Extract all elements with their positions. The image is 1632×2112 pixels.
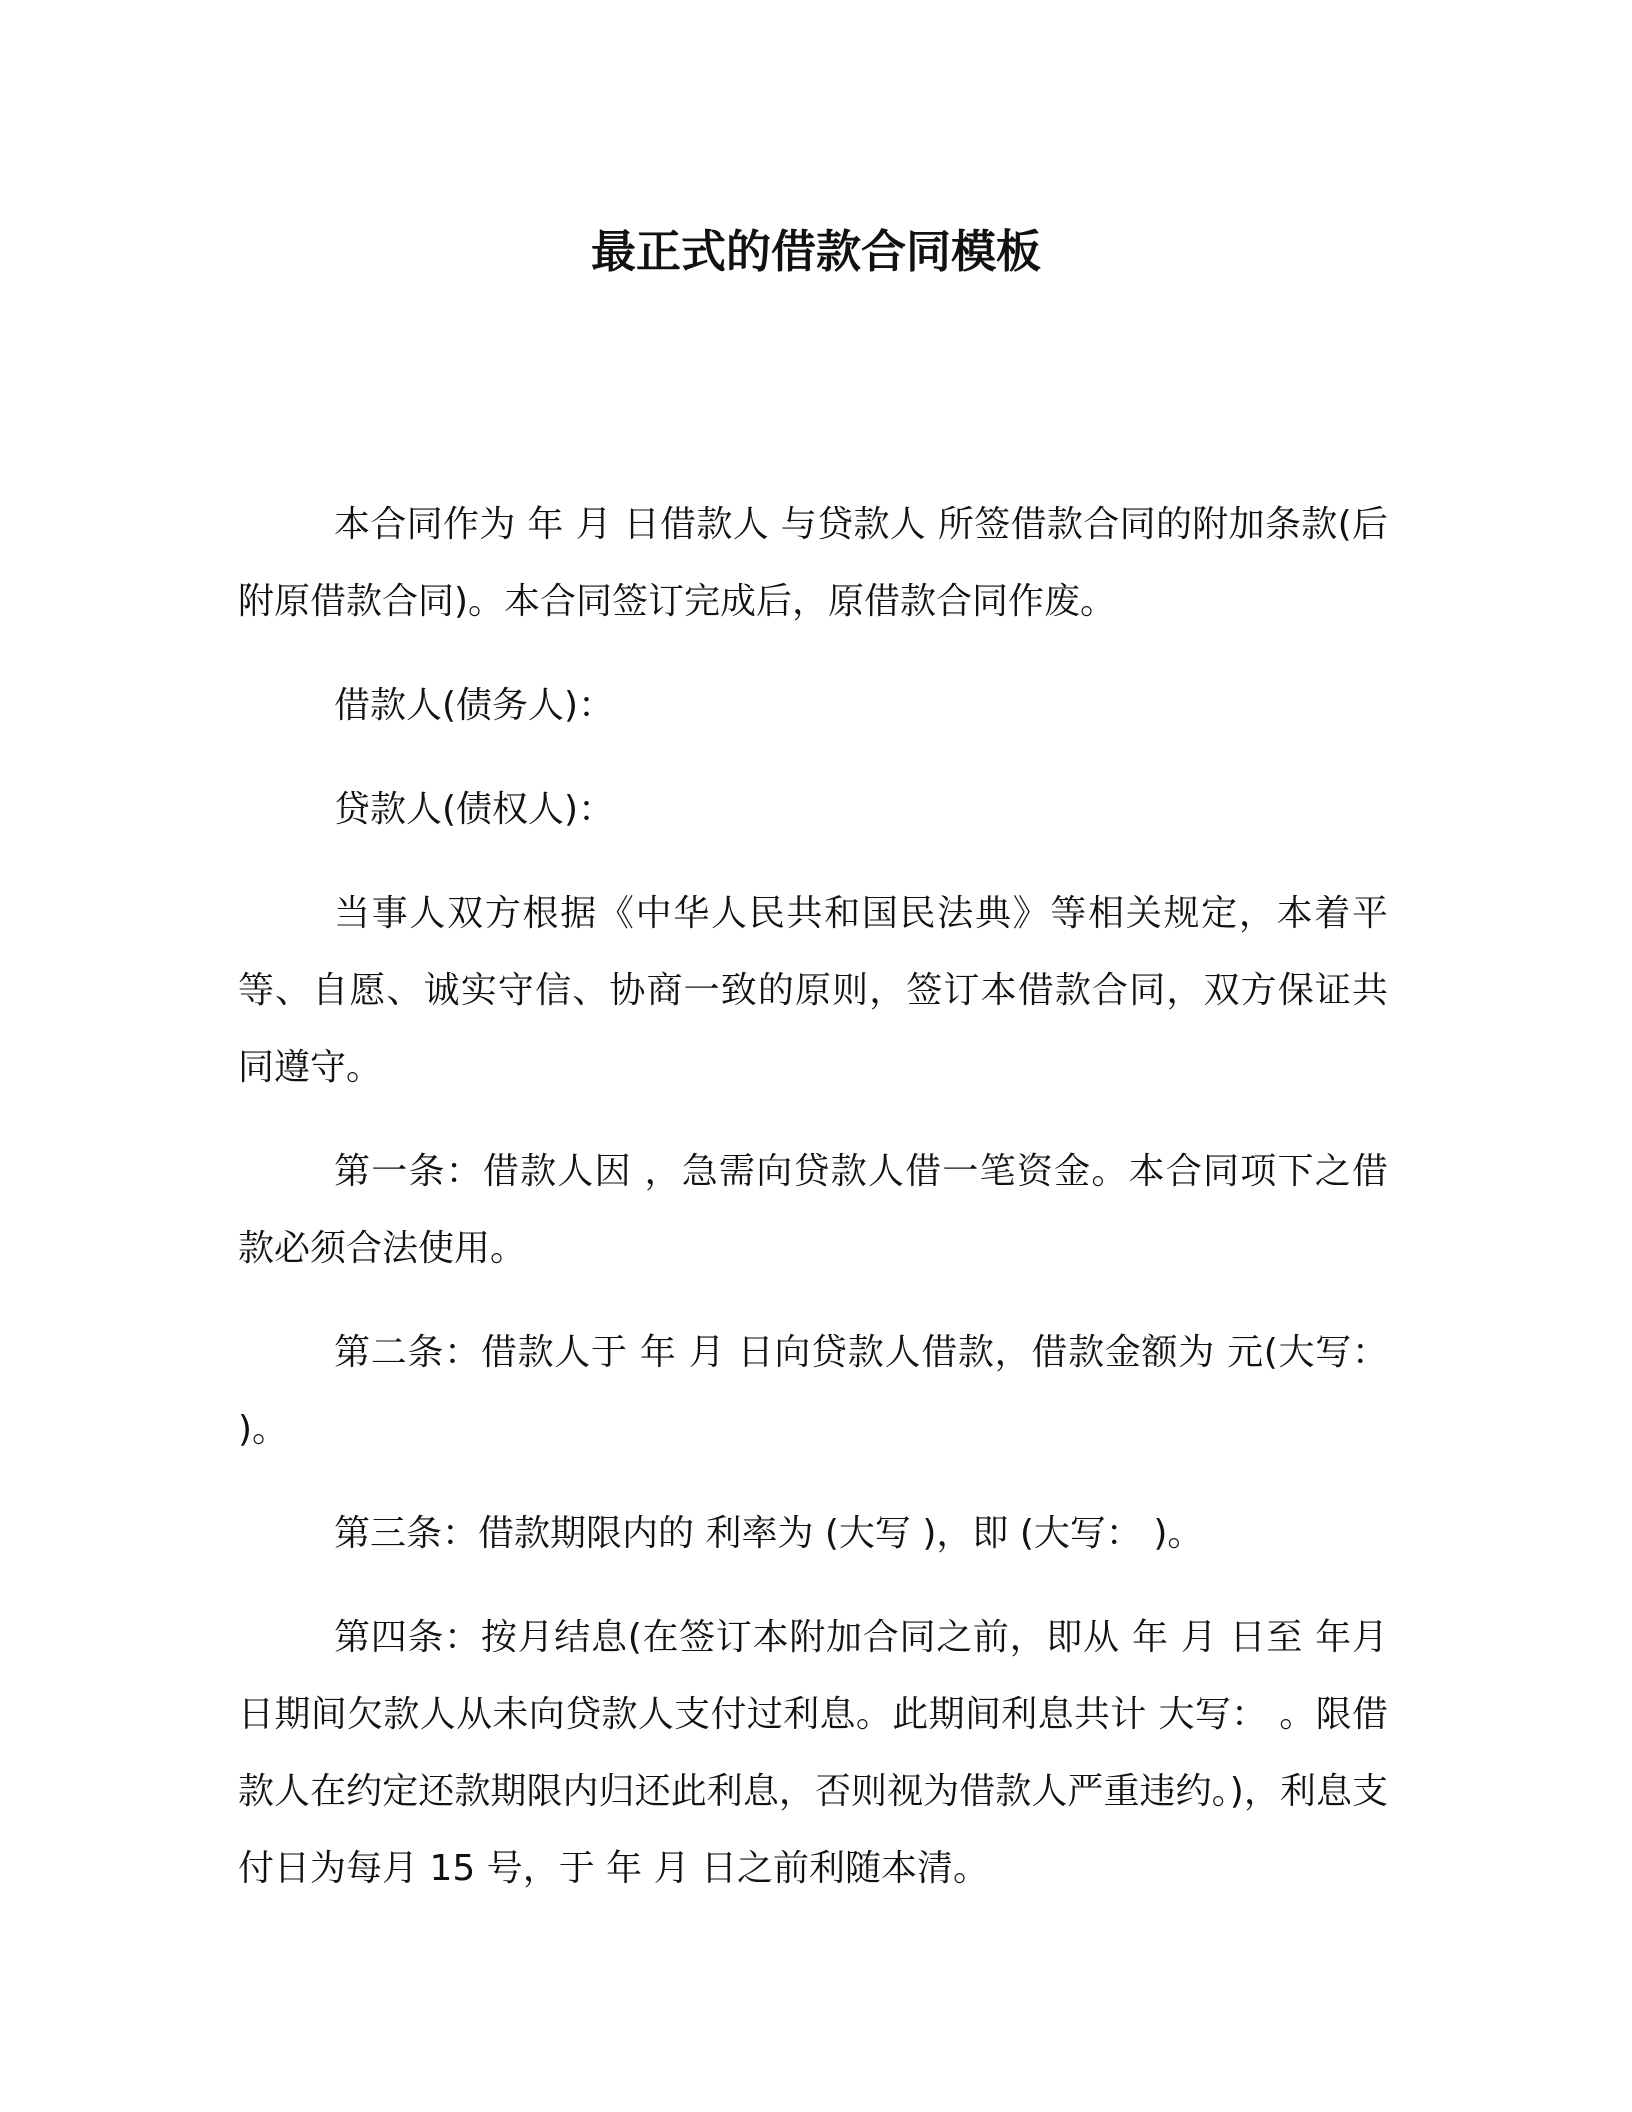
paragraph-basis: 当事人双方根据《中华人民共和国民法典》等相关规定，本着平等、自愿、诚实守信、协商一致的原则，签订本借款合同，双方保证共同遵守。 [238, 893, 1388, 1088]
document-title: 最正式的借款合同模板 [590, 225, 1041, 278]
document-body [238, 486, 1400, 1907]
article-1: 第一条：借款人因 ，急需向贷款人借一笔资金。本合同项下之借款必须合法使用。 [238, 1151, 1388, 1269]
paragraph-preamble: 本合同作为 年 月 日借款人 与贷款人 所签借款合同的附加条款(后附原借款合同)。本合同签订完成后，原借款合同作废。 [238, 504, 1388, 622]
article-2: 第二条：借款人于 年 月 日向贷款人借款，借款金额为 元(大写： )。 [238, 1332, 1400, 1450]
paragraph-borrower: 借款人(债务人)： [334, 685, 615, 726]
article-4: 第四条：按月结息(在签订本附加合同之前，即从 年 月 日至 年月 日期间欠款人从未向贷款人支付过利息。此期间利息共计 大写： 。限借款人在约定还款期限内归还此利息，否则视为借款人严重违约。)，利息支付日为每月 15 号，于 年 月 日之前利随本清。 [238, 1617, 1400, 1889]
article-3: 第三条：借款期限内的 利率为 (大写 )，即 (大写： )。 [334, 1513, 1204, 1554]
paragraph-lender: 贷款人(债权人)： [334, 789, 615, 830]
